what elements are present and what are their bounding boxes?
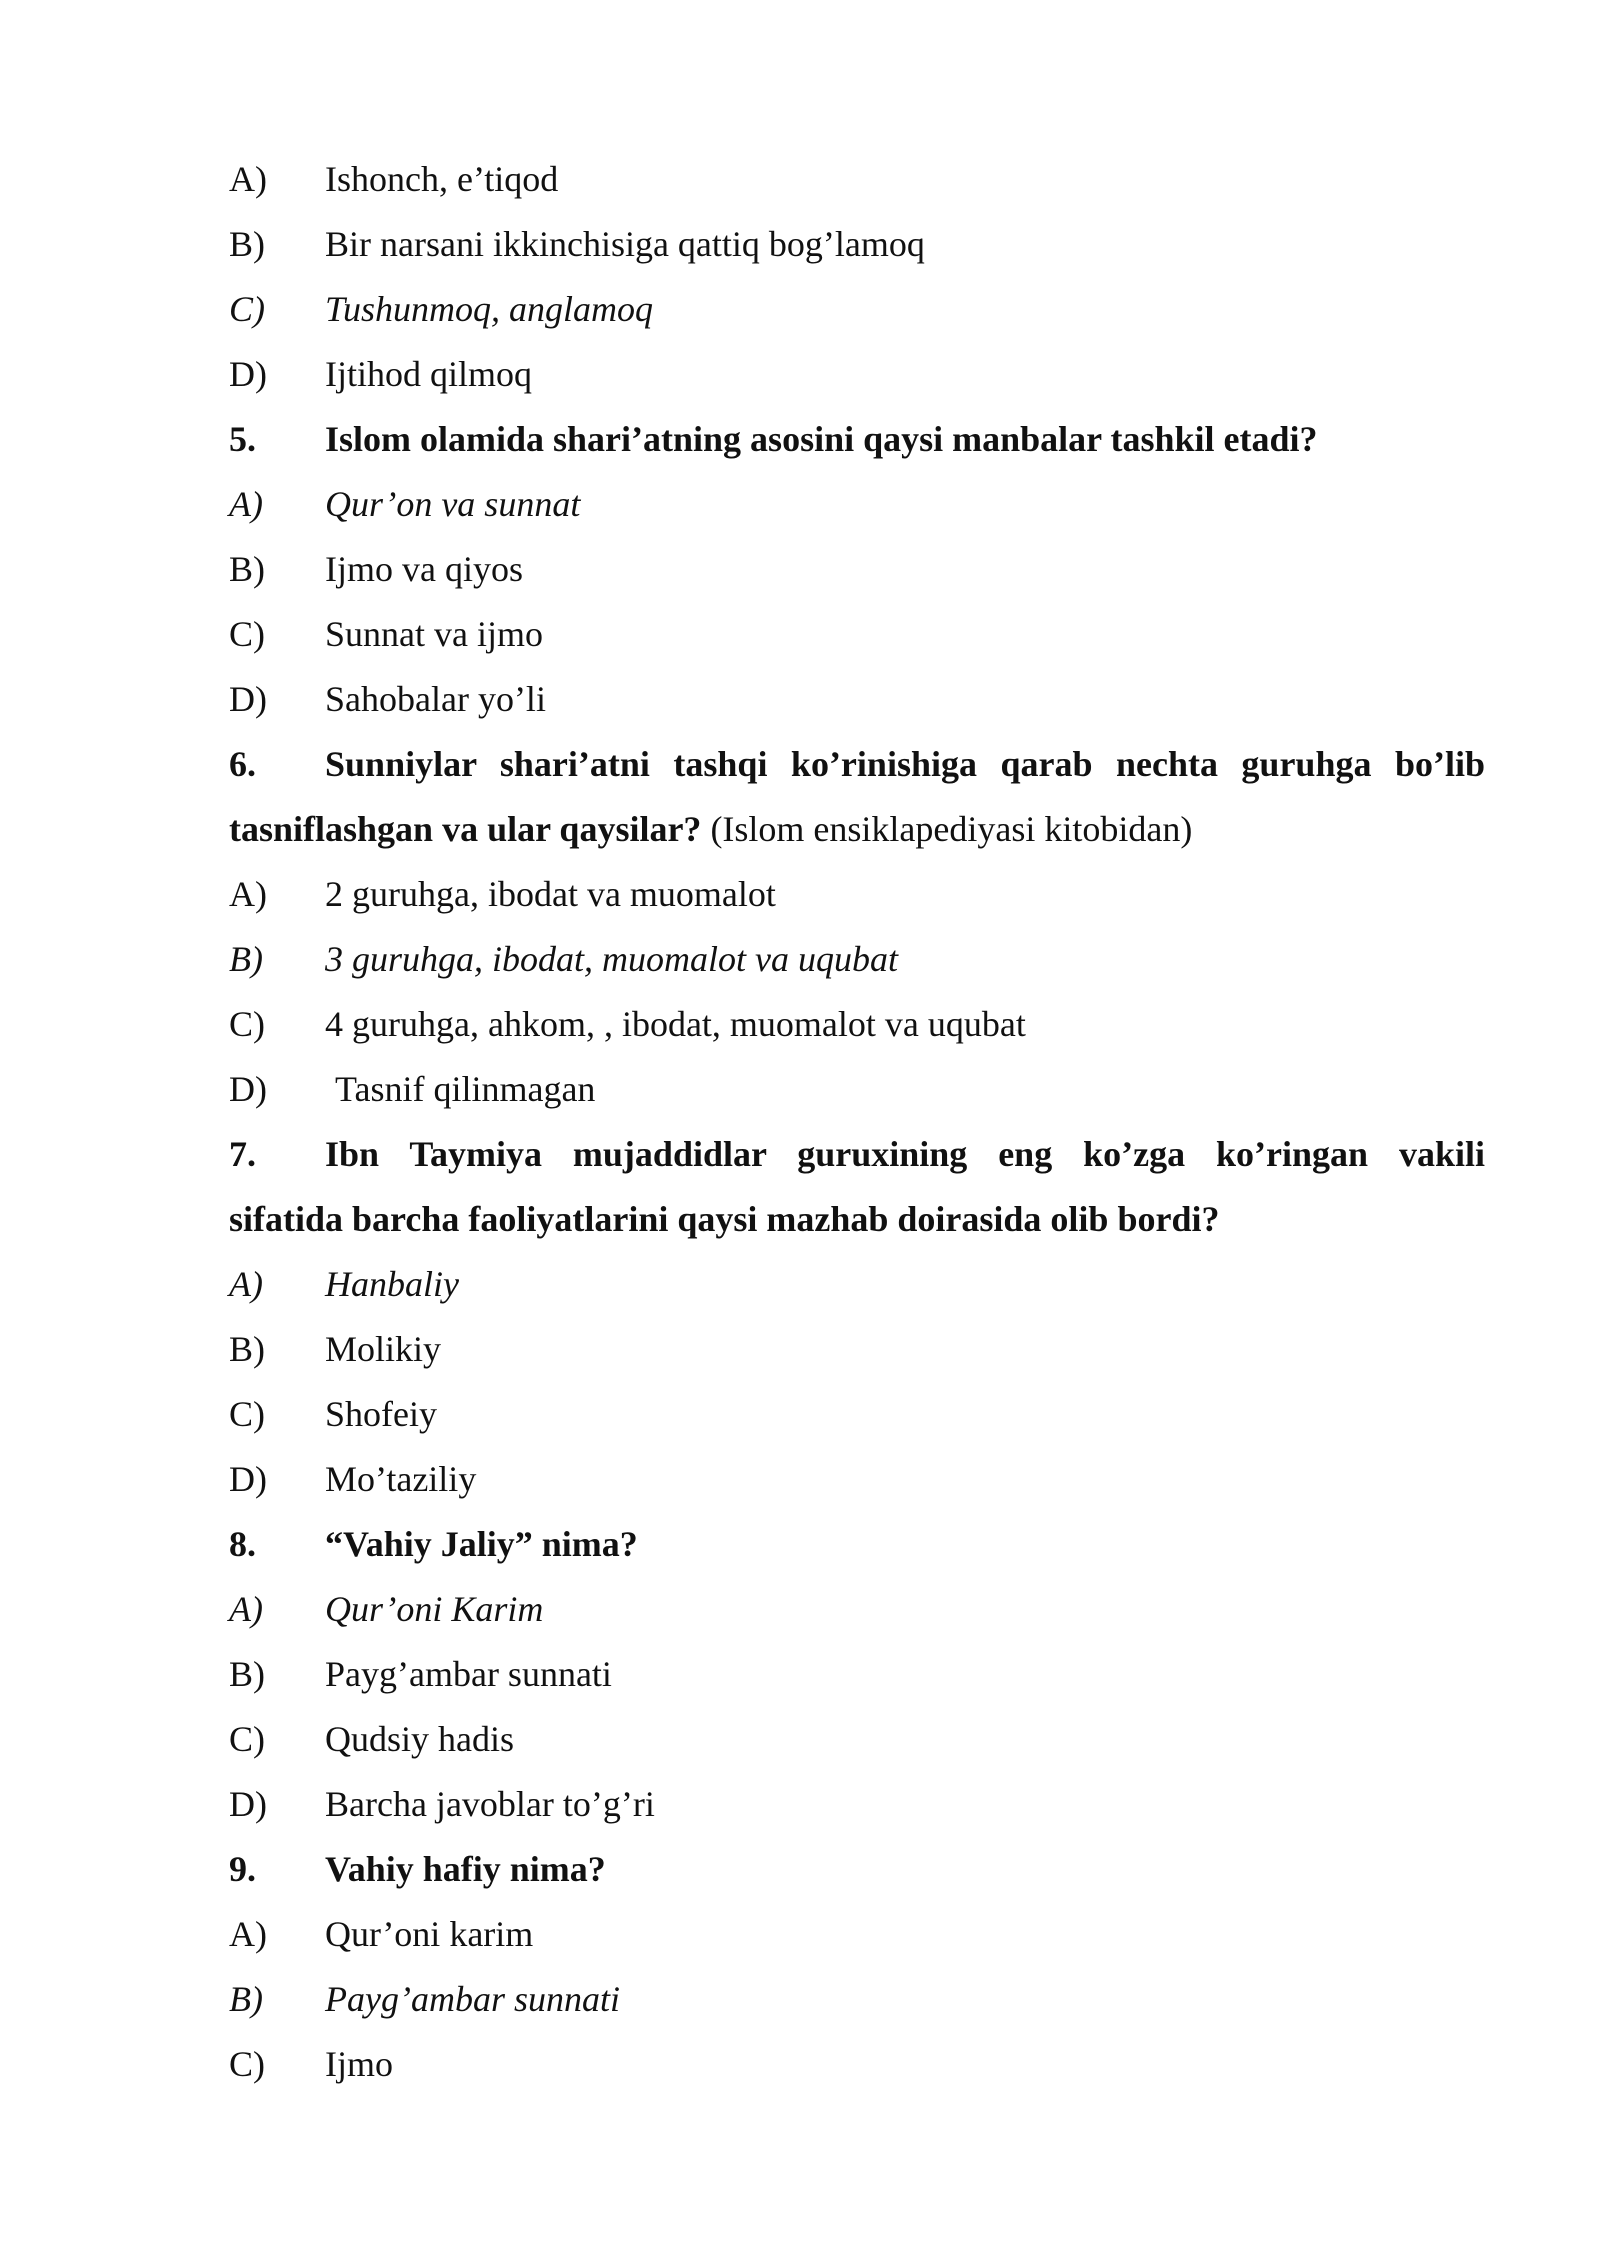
option-label: C) [229, 2044, 265, 2084]
option-label: A) [229, 484, 263, 524]
q6-option-b-correct [229, 927, 1485, 992]
q8-option-b [229, 1642, 1485, 1707]
q6-option-d [229, 1057, 1485, 1122]
question-source-note: (Islom ensiklapediyasi kitobidan) [710, 809, 1193, 849]
option-label: B) [229, 1979, 263, 2019]
option-label: B) [229, 1654, 265, 1694]
option-label: A) [229, 1914, 267, 1954]
option-label: D) [229, 354, 267, 394]
option-text: Payg’ambar sunnati [325, 1654, 612, 1694]
q4-option-d [229, 342, 1485, 407]
option-text: Qur’on va sunnat [325, 484, 581, 524]
q8-option-a-correct [229, 1577, 1485, 1642]
option-label: A) [229, 1264, 263, 1304]
q4-option-b [229, 212, 1485, 277]
question-5 [229, 407, 1485, 472]
question-number: 5. [229, 419, 256, 459]
q8-option-d [229, 1772, 1485, 1837]
question-text-line-1: Ibn Taymiya mujaddidlar guruxining eng ko’zga ko’ringan vakili [325, 1134, 1485, 1174]
option-text: Payg’ambar sunnati [325, 1979, 620, 2019]
question-text-line-1: Sunniylar shari’atni tashqi ko’rinishiga qarab nechta guruhga bo’lib [325, 744, 1485, 784]
option-text: Shofeiy [325, 1394, 437, 1434]
document-page [229, 147, 1485, 2097]
question-number: 9. [229, 1849, 256, 1889]
option-text: Ishonch, e’tiqod [325, 159, 559, 199]
option-text: Molikiy [325, 1329, 442, 1369]
option-text: Sahobalar yo’li [325, 679, 546, 719]
option-text: Qudsiy hadis [325, 1719, 514, 1759]
option-label: D) [229, 1784, 267, 1824]
question-number: 7. [229, 1134, 256, 1174]
option-text: Bir narsani ikkinchisiga qattiq bog’lamoq [325, 224, 925, 264]
option-label: D) [229, 679, 267, 719]
option-text: Ijmo va qiyos [325, 549, 523, 589]
question-8 [229, 1512, 1485, 1577]
q6-option-c [229, 992, 1485, 1057]
question-text-line-2: sifatida barcha faoliyatlarini qaysi mazhab doirasida olib bordi? [229, 1199, 1220, 1239]
option-text: Tushunmoq, anglamoq [325, 289, 654, 329]
option-text: Barcha javoblar to’g’ri [325, 1784, 655, 1824]
question-9 [229, 1837, 1485, 1902]
option-label: B) [229, 549, 265, 589]
option-text: Sunnat va ijmo [325, 614, 543, 654]
option-text: Qur’oni Karim [325, 1589, 544, 1629]
q9-option-a [229, 1902, 1485, 1967]
q5-option-d [229, 667, 1485, 732]
option-text: Ijmo [325, 2044, 393, 2084]
q7-option-c [229, 1382, 1485, 1447]
option-text: Qur’oni karim [325, 1914, 534, 1954]
option-label: C) [229, 1394, 265, 1434]
option-label: B) [229, 1329, 265, 1369]
question-text-line-2: tasniflashgan va ular qaysilar? [229, 809, 702, 849]
option-label: D) [229, 1069, 267, 1109]
q5-option-c [229, 602, 1485, 667]
question-6-line-2 [229, 797, 1485, 862]
q6-option-a [229, 862, 1485, 927]
q5-option-a-correct [229, 472, 1485, 537]
option-text: Ijtihod qilmoq [325, 354, 532, 394]
q4-option-a [229, 147, 1485, 212]
option-label: B) [229, 939, 263, 979]
option-text: Tasnif qilinmagan [335, 1069, 596, 1109]
option-label: C) [229, 614, 265, 654]
question-text: “Vahiy Jaliy” nima? [325, 1524, 638, 1564]
option-label: C) [229, 1004, 265, 1044]
option-label: A) [229, 159, 267, 199]
question-7-line-2 [229, 1187, 1485, 1252]
q7-option-a-correct [229, 1252, 1485, 1317]
option-label: A) [229, 1589, 263, 1629]
option-label: D) [229, 1459, 267, 1499]
option-text: 4 guruhga, ahkom, , ibodat, muomalot va uqubat [325, 1004, 1026, 1044]
q4-option-c-correct [229, 277, 1485, 342]
option-label: C) [229, 289, 265, 329]
option-text: 3 guruhga, ibodat, muomalot va uqubat [325, 939, 898, 979]
question-number: 8. [229, 1524, 256, 1564]
q9-option-c [229, 2032, 1485, 2097]
question-text: Vahiy hafiy nima? [325, 1849, 606, 1889]
option-text: Hanbaliy [325, 1264, 459, 1304]
option-label: C) [229, 1719, 265, 1759]
question-6-line-1 [229, 732, 1485, 797]
option-label: A) [229, 874, 267, 914]
q7-option-d [229, 1447, 1485, 1512]
question-number: 6. [229, 744, 256, 784]
option-label: B) [229, 224, 265, 264]
q7-option-b [229, 1317, 1485, 1382]
question-7-line-1 [229, 1122, 1485, 1187]
question-text: Islom olamida shari’atning asosini qaysi manbalar tashkil etadi? [325, 419, 1318, 459]
q8-option-c [229, 1707, 1485, 1772]
option-text: 2 guruhga, ibodat va muomalot [325, 874, 776, 914]
q5-option-b [229, 537, 1485, 602]
q9-option-b-correct [229, 1967, 1485, 2032]
option-text: Mo’taziliy [325, 1459, 477, 1499]
